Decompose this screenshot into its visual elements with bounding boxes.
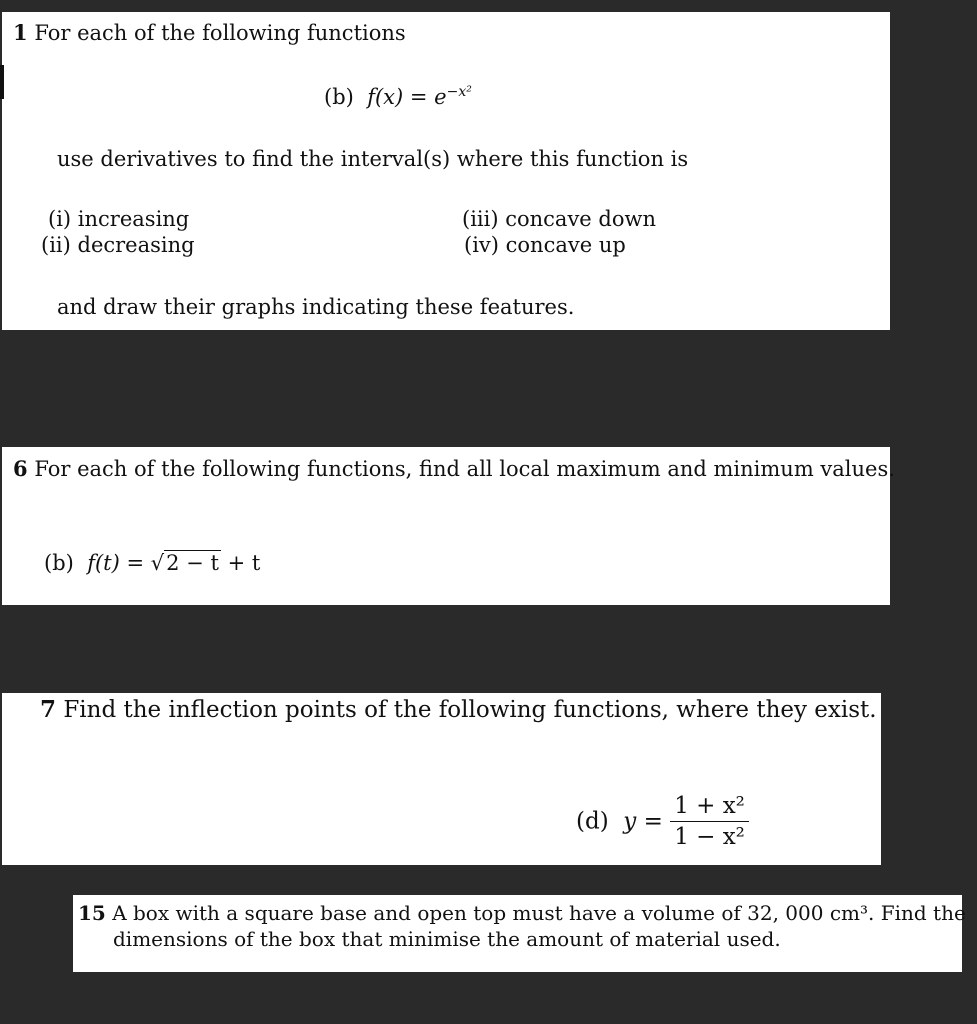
list-item: (iii) concave down [462,207,656,231]
numerator: 1 + x² [674,793,745,819]
square-root: √2 − t [150,551,219,575]
question-number: 1 [13,20,28,45]
function-lhs: f(t) = [87,551,151,575]
question-6-heading [13,456,895,482]
denominator: 1 − x² [670,821,749,852]
question-15-card [73,895,966,972]
question-text: A box with a square base and open top must have a volume of 32, 000 cm³. Find the [112,901,966,925]
question-15-line-1 [78,900,966,926]
question-number: 15 [78,901,106,925]
part-label: (b) [44,551,74,575]
question-7-card [2,693,881,865]
function-tail: + t [220,551,261,575]
part-label: (d) [576,808,609,835]
question-number: 7 [40,696,57,723]
list-item: (iv) concave up [464,233,626,257]
question-7-heading [40,697,877,723]
question-text: Find the inflection points of the following functions, where they exist. [63,697,877,723]
question-number: 6 [13,456,28,481]
function-exponent: −x² [446,84,472,100]
list-item: (i) increasing [48,207,190,231]
question-1-heading [13,20,406,46]
question-1-card [2,12,890,330]
question-intro: For each of the following functions [34,21,406,45]
function-d [576,791,749,852]
function-lhs: f(x) = e [367,85,447,109]
list-item: (ii) decreasing [41,233,195,257]
function-lhs: y = [623,808,663,835]
question-15-line-2: dimensions of the box that minimise the amount of material used. [113,927,781,951]
function-b [44,550,260,576]
fraction [670,791,749,852]
edge-marker [0,65,4,99]
question-text: For each of the following functions, find all local maximum and minimum values. [34,457,895,481]
part-label: (b) [324,85,354,109]
function-b [324,84,472,110]
instruction-text: use derivatives to find the interval(s) where this function is [57,147,689,171]
closing-text: and draw their graphs indicating these features. [57,295,575,319]
question-6-card [2,447,895,605]
